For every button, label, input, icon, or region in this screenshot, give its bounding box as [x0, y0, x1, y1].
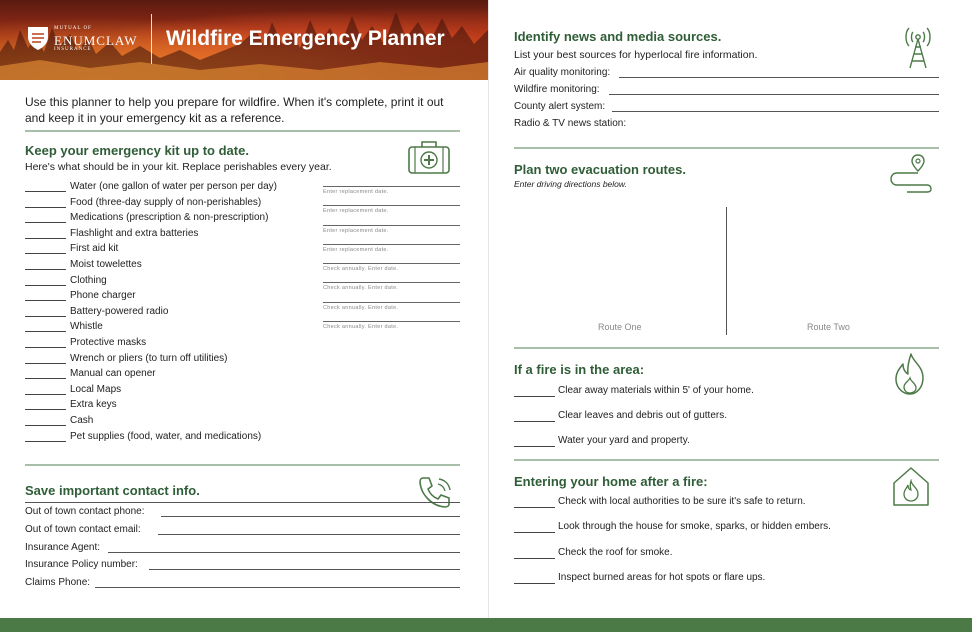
logo-text-main: ENUMCLAW [54, 33, 138, 48]
check-blank[interactable] [25, 285, 66, 286]
phone-icon [417, 475, 453, 509]
replacement-date-field[interactable] [323, 282, 460, 301]
news-field[interactable] [514, 67, 939, 81]
list-item [25, 228, 325, 244]
check-blank[interactable] [514, 507, 555, 508]
replacement-hint: Enter replacement date. [323, 246, 389, 253]
fire-task-row [514, 435, 944, 449]
company-logo [26, 24, 146, 54]
check-blank[interactable] [25, 425, 66, 426]
section-divider [514, 459, 939, 461]
replacement-hint: Check annually. Enter date. [323, 285, 399, 292]
list-item [25, 384, 325, 400]
kit-item-label: Medications (prescription & non-prescription) [70, 212, 269, 224]
section-divider [514, 347, 939, 349]
route-two-label: Route Two [807, 322, 850, 332]
contacts-top-line [25, 502, 460, 503]
kit-item-label: Flashlight and extra batteries [70, 227, 199, 239]
replacement-hint: Enter replacement date. [323, 227, 389, 234]
section-divider [25, 130, 460, 132]
reentry-task-row [514, 496, 944, 510]
task-label: Clear away materials within 5' of your home. [558, 385, 754, 396]
check-blank[interactable] [514, 396, 555, 397]
reentry-task-row [514, 547, 944, 561]
list-item [25, 290, 325, 306]
section-divider [25, 464, 460, 466]
list-item [25, 353, 325, 369]
footer-bar [0, 618, 972, 632]
field-line [95, 587, 460, 588]
contact-field-label: Out of town contact phone: [25, 506, 145, 517]
field-line [612, 111, 939, 112]
kit-subheading: Here's what should be in your kit. Replace perishables every year. [25, 161, 332, 173]
check-blank[interactable] [25, 441, 66, 442]
replacement-date-field[interactable] [323, 263, 460, 282]
route-map-icon [889, 151, 933, 193]
list-item [25, 399, 325, 415]
list-item [25, 321, 325, 337]
check-blank[interactable] [25, 238, 66, 239]
list-item [25, 212, 325, 228]
news-field-label: Radio & TV news station: [514, 118, 627, 129]
field-line [161, 516, 460, 517]
header-banner [0, 0, 488, 80]
kit-item-label: Protective masks [70, 336, 147, 348]
logo-text-small: MUTUAL OF [54, 26, 92, 31]
list-item [25, 197, 325, 213]
kit-item-label: Cash [70, 414, 94, 426]
list-item [25, 259, 325, 275]
kit-heading: Keep your emergency kit up to date. [25, 143, 249, 158]
check-blank[interactable] [25, 300, 66, 301]
news-field[interactable] [514, 118, 939, 132]
kit-item-label: Pet supplies (food, water, and medications) [70, 430, 262, 442]
replacement-date-field[interactable] [323, 302, 460, 321]
contact-field-label: Insurance Agent: [25, 542, 101, 553]
field-line [609, 94, 939, 95]
kit-item-label: Food (three-day supply of non-perishables) [70, 196, 262, 208]
task-label: Water your yard and property. [558, 435, 690, 446]
replacement-hint: Enter replacement date. [323, 208, 389, 215]
kit-item-label: Battery-powered radio [70, 305, 169, 317]
task-label: Inspect burned areas for hot spots or flare ups. [558, 572, 766, 583]
news-field[interactable] [514, 84, 939, 98]
check-blank[interactable] [25, 394, 66, 395]
kit-item-label: Wrench or pliers (to turn off utilities) [70, 352, 228, 364]
task-label: Check with local authorities to be sure it's safe to return. [558, 496, 806, 507]
kit-item-label: Manual can opener [70, 368, 156, 380]
contact-field-label: Insurance Policy number: [25, 559, 138, 570]
kit-checklist [25, 181, 325, 446]
replacement-date-field[interactable] [323, 321, 460, 340]
news-field-label: Wildfire monitoring: [514, 84, 600, 95]
page-title: Wildfire Emergency Planner [166, 27, 445, 50]
check-blank[interactable] [514, 558, 555, 559]
list-item [25, 275, 325, 291]
check-blank[interactable] [514, 583, 555, 584]
fire-area-heading: If a fire is in the area: [514, 362, 645, 377]
task-label: Check the roof for smoke. [558, 547, 673, 558]
list-item [25, 415, 325, 431]
reentry-task-row [514, 521, 944, 535]
contact-field[interactable] [25, 506, 460, 520]
field-line [149, 569, 460, 570]
radio-tower-icon [903, 24, 933, 70]
contact-field-label: Out of town contact email: [25, 524, 141, 535]
fire-task-row [514, 410, 944, 424]
list-item [25, 181, 325, 197]
check-blank[interactable] [514, 446, 555, 447]
check-blank[interactable] [25, 331, 66, 332]
reentry-heading: Entering your home after a fire: [514, 474, 708, 489]
list-item [25, 368, 325, 384]
reentry-task-row [514, 572, 944, 586]
replacement-hint: Check annually. Enter date. [323, 266, 399, 273]
check-blank[interactable] [25, 347, 66, 348]
check-blank[interactable] [514, 421, 555, 422]
routes-subheading: Enter driving directions below. [514, 179, 627, 189]
kit-item-label: Water (one gallon of water per person per day) [70, 181, 277, 192]
left-column [0, 0, 488, 618]
check-blank[interactable] [25, 222, 66, 223]
news-subheading: List your best sources for hyperlocal fire information. [514, 49, 758, 61]
list-item [25, 337, 325, 353]
check-blank[interactable] [25, 269, 66, 270]
contact-field-label: Claims Phone: [25, 577, 91, 588]
contact-field[interactable] [25, 542, 460, 556]
list-item [25, 431, 325, 447]
check-blank[interactable] [25, 191, 66, 192]
banner-divider [151, 14, 152, 64]
replacement-date-field[interactable] [323, 186, 460, 205]
check-blank[interactable] [25, 363, 66, 364]
task-label: Look through the house for smoke, sparks, or hidden embers. [558, 521, 831, 532]
kit-item-label: First aid kit [70, 243, 119, 255]
intro-text: Use this planner to help you prepare for wildfire. When it's complete, print it out and keep it in your emergency kit as a reference. [25, 95, 444, 125]
field-line [619, 77, 939, 78]
route-divider [726, 207, 727, 335]
news-heading: Identify news and media sources. [514, 29, 722, 44]
check-blank[interactable] [25, 409, 66, 410]
check-blank[interactable] [514, 532, 555, 533]
contact-field[interactable] [25, 559, 460, 573]
fire-task-row [514, 385, 944, 399]
replacement-hint: Enter replacement date. [323, 189, 389, 195]
news-field[interactable] [514, 101, 939, 115]
kit-item-label: Moist towelettes [70, 258, 142, 270]
contact-field[interactable] [25, 524, 460, 538]
replacement-date-fields [323, 186, 460, 340]
contact-field[interactable] [25, 577, 460, 591]
first-aid-kit-icon [407, 139, 451, 175]
kit-item-label: Whistle [70, 321, 103, 333]
kit-item-label: Phone charger [70, 290, 136, 302]
logo-text-insurance: INSURANCE [54, 47, 92, 52]
replacement-hint: Check annually. Enter date. [323, 304, 399, 311]
kit-item-label: Local Maps [70, 383, 122, 395]
replacement-date-field[interactable] [323, 205, 460, 224]
field-line [158, 534, 460, 535]
check-blank[interactable] [25, 378, 66, 379]
list-item [25, 306, 325, 322]
check-blank[interactable] [25, 316, 66, 317]
news-field-label: Air quality monitoring: [514, 67, 611, 78]
routes-heading: Plan two evacuation routes. [514, 162, 686, 177]
kit-item-label: Clothing [70, 274, 107, 286]
shield-logo-icon [26, 25, 50, 51]
check-blank[interactable] [25, 253, 66, 254]
section-divider [514, 147, 939, 149]
contacts-heading: Save important contact info. [25, 483, 200, 498]
task-label: Clear leaves and debris out of gutters. [558, 410, 727, 421]
check-blank[interactable] [25, 207, 66, 208]
replacement-date-field[interactable] [323, 225, 460, 244]
replacement-hint: Check annually. Enter date. [323, 324, 399, 331]
list-item [25, 243, 325, 259]
field-line [108, 552, 460, 553]
route-one-label: Route One [598, 322, 642, 332]
news-field-label: County alert system: [514, 101, 606, 112]
kit-item-label: Extra keys [70, 399, 117, 411]
replacement-date-field[interactable] [323, 244, 460, 263]
